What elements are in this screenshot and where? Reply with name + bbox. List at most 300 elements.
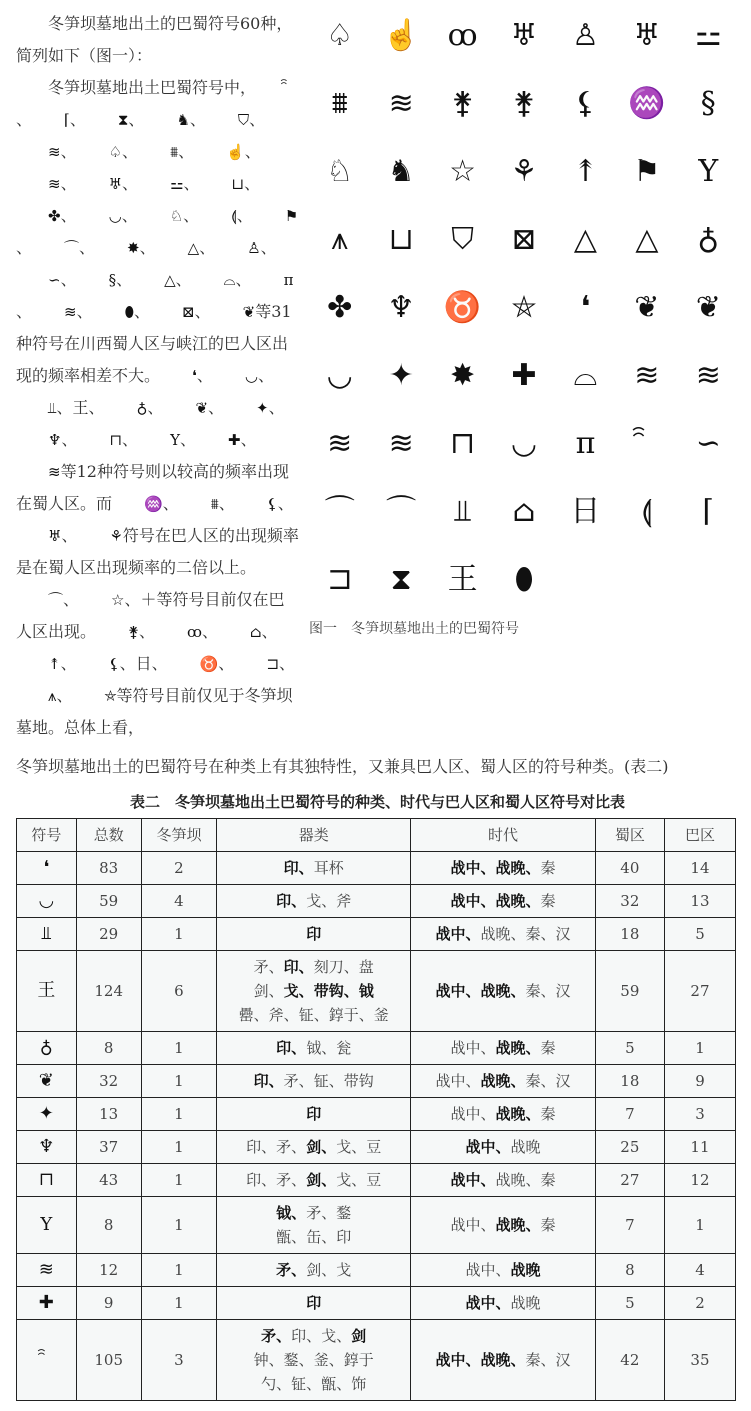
text-run: 、 [260,238,277,257]
table-row [17,1098,736,1131]
period-cell [411,1098,596,1131]
cell-item: 战晚、 [495,1039,541,1057]
paragraph-intro [16,8,300,72]
shu-cell: 18 [595,1065,664,1098]
text-run: 、 [162,494,179,513]
waves-icon: ≋ [634,358,660,393]
cell-item: 鍪 [336,1204,352,1222]
cell-item: 戈、 [336,1171,367,1189]
ba-cell: 5 [664,918,735,951]
cell-item: 印 [306,1105,322,1123]
cell-item: 战晚、 [480,1351,526,1369]
text-run: 、 [244,142,261,161]
cell-item: 秦、 [525,925,556,943]
bracket-icon: ⊓ [449,426,476,461]
text-run: 、 [268,398,285,417]
hook-icon: ⊐ [266,655,280,673]
animal-icon: ♞ [387,154,415,189]
worm-icon: ∽ [48,271,61,289]
person-icon: ☆ [111,591,125,609]
table-row [17,852,736,885]
types-cell [217,1098,411,1131]
cell-item: 矛、 [276,1261,307,1279]
cell-item: 印、 [276,1039,307,1057]
spiral-icon [616,420,677,468]
dongsunba-cell: 1 [141,1254,217,1287]
body-text-column [16,8,300,744]
text-run: 、 [218,654,235,673]
ba-cell: 14 [664,852,735,885]
cell-item: 钺、 [306,1039,337,1057]
shu-cell: 42 [595,1320,664,1401]
cross-icon: ✚ [227,431,241,449]
double-arch-icon: ⌓ [573,358,598,393]
cell-item: 秦 [540,1171,556,1189]
gourd-icon: ♁ [136,399,148,417]
dongsunba-cell: 4 [141,885,217,918]
cell-item: 印 [306,1294,322,1312]
waves-icon: ≋ [388,86,414,121]
column-header: 蜀区 [595,819,664,852]
tower-icon: ⩚ [331,222,349,257]
symbol-cell: ♆ [17,1131,77,1164]
fork-icon: Y [698,154,719,189]
column-header: 巴区 [664,819,735,852]
mask-icon: ♅ [510,18,538,53]
table-row [17,1164,736,1197]
table-row [17,1197,736,1254]
table-row [17,885,736,918]
period-cell [411,1032,596,1065]
text-run: 、 [60,206,77,225]
cell-item: 耳杯 [313,859,344,877]
text-run: 、 [179,430,196,449]
cell-item: 印、 [283,859,314,877]
cell-item: 豆 [366,1171,382,1189]
period-cell [411,1287,596,1320]
cell-item: 战晚 [510,1261,541,1279]
vessel-icon: ♉ [443,290,482,325]
cell-item: 战晚 [510,1138,541,1156]
waves-icon: ≋ [48,463,61,481]
pi-icon: π [575,426,596,461]
cell-item: 戈、 [321,1327,352,1345]
text-run: 、 [139,238,156,257]
bracket-icon: ⊓ [109,431,123,449]
shu-cell: 8 [595,1254,664,1287]
cell-item: 斧 [336,892,352,910]
cell-item: 战中、 [450,1039,496,1057]
waves-icon: ≋ [388,426,414,461]
text-run: 、 [16,110,33,129]
spiral-icon [256,72,288,104]
shu-cell: 5 [595,1032,664,1065]
types-cell [217,1065,411,1098]
period-cell [411,1320,596,1401]
cell-item: 剑、 [253,982,284,1000]
text-run: 等31种符号在川西蜀人区与峡江的巴人区出现的频率相差不大。 [16,302,292,385]
tree-icon: ⚵ [451,86,474,121]
period-cell [411,852,596,885]
cell-item: 秦 [540,1039,556,1057]
text-run: 、 [175,270,192,289]
text-run: 、 [196,366,213,385]
dongsunba-cell: 3 [141,1320,217,1401]
cell-item: 剑、 [306,1171,337,1189]
text-run: 、 [236,206,253,225]
cell-item: 罍、 [238,1006,269,1024]
table-header-row [17,819,736,852]
column-header: 总数 [76,819,141,852]
types-cell [217,1164,411,1197]
symbol-cell: ❛ [17,852,77,885]
text-run: 冬笋坝墓地出土巴蜀符号中， [48,78,257,97]
cell-item: 钺 [358,982,374,1000]
tree-icon: ⚵ [128,623,140,641]
boat-icon: ⩩ [210,495,219,513]
text-run: 、日、 [119,654,168,673]
shu-cell: 7 [595,1098,664,1131]
cell-item: 秦 [540,892,556,910]
text-run: 、 [202,622,219,641]
text-run: 等符号目前仅见于冬笋坝墓地。总体上看， [16,686,293,737]
cell-item: 战晚、 [480,925,526,943]
table-title: 表二 冬笋坝墓地出土巴蜀符号的种类、时代与巴人区和蜀人区符号对比表 [129,793,625,811]
star-icon: ✸ [127,239,140,257]
leaf-icon: ❦ [634,290,660,325]
cell-item: 战中、 [435,1072,481,1090]
text-run: 、 [183,174,200,193]
comb-icon: ⫫ [454,494,471,529]
cell-item: 战中、 [450,1216,496,1234]
shu-cell: 32 [595,885,664,918]
text-run: 、 [69,110,86,129]
cell-item: 钲、 [298,1006,329,1024]
net-icon: ⌂ [512,494,536,529]
text-run: 、 [257,366,274,385]
total-cell: 124 [76,951,141,1032]
total-cell: 12 [76,1254,141,1287]
flag-icon: ⚑ [633,154,661,189]
cell-item: 战中、 [435,1351,481,1369]
twin-leaves-icon: ❛ [192,367,197,385]
text-run: 、 [128,110,145,129]
hand-icon: ☝ [382,18,420,53]
cell-item: 战晚 [510,1294,541,1312]
ba-cell: 1 [664,1032,735,1065]
knot-icon: ꝏ [187,623,203,641]
types-cell [217,951,411,1032]
text-run: 、 [63,590,80,609]
arrow-icon: ↟ [48,655,61,673]
cell-item: 矛、 [283,1072,314,1090]
arch-icon: ⌒ [386,494,417,529]
text-run: 、 [261,622,278,641]
cell-item: 印、 [246,1171,277,1189]
cell-item: 战晚、 [480,1072,526,1090]
total-cell: 32 [76,1065,141,1098]
cocoon-icon: ⬮ [124,303,135,321]
shu-cell: 59 [595,951,664,1032]
cell-item: 战晚、 [495,1105,541,1123]
mask-icon: ♅ [108,175,123,193]
fence-icon: ⚍ [170,175,184,193]
cell-item: 印、 [246,1138,277,1156]
cell-item: 战晚、 [495,1171,541,1189]
cell-item: 汉 [555,1072,571,1090]
cell-item: 秦 [540,1216,556,1234]
cell-item: 战中、 [435,925,481,943]
bud-icon: ♤ [108,143,123,161]
text-run: 符号在巴人区的出现频率是在蜀人区出现频率的二倍以上。 [16,526,299,577]
cell-item: 秦、 [525,1072,556,1090]
cocoon-icon: ⬮ [514,562,534,597]
period-cell [411,951,596,1032]
cell-item: 钟、 [253,1351,284,1369]
cell-item: 印、 [291,1327,322,1345]
shield-icon: ⛉ [451,222,474,257]
fence-icon: ⚍ [694,18,722,53]
cell-item: 战晚、 [495,859,541,877]
symbol-cell: ⊓ [17,1164,77,1197]
text-run: 、 [194,302,211,321]
text-run: 、 [122,174,139,193]
cell-item: 饰 [351,1375,367,1393]
cell-item: 剑 [351,1327,367,1345]
dancer-icon: ⚘ [109,527,123,545]
text-run: 、 [122,430,139,449]
hourglass-icon: ⧗ [390,562,412,597]
shu-cell: 7 [595,1197,664,1254]
text-run: 、 [61,430,78,449]
boat-icon: ⩩ [170,143,179,161]
cell-item: 印、 [276,892,307,910]
text-run: 、 [60,654,77,673]
symbol-cell: ⫫ [17,918,77,951]
fish-icon: ♒ [628,86,666,121]
waves-icon: ≋ [64,303,77,321]
frame-icon: ⟬ [641,494,653,529]
cell-item: 秦 [540,1105,556,1123]
worm-icon: ∽ [695,426,721,461]
symbol-cell: Y [17,1197,77,1254]
ba-cell: 13 [664,885,735,918]
boat-icon: ⩩ [331,86,348,121]
animal-icon: ♞ [176,111,190,129]
period-cell [411,885,596,918]
table-row [17,951,736,1032]
cell-item: 剑、 [306,1138,337,1156]
types-cell [217,918,411,951]
text-run: 、 [218,494,235,513]
dongsunba-cell: 1 [141,1197,217,1254]
arch-icon: ⌒ [324,494,355,529]
gourd-icon: ♁ [697,222,720,257]
shu-cell: 27 [595,1164,664,1197]
dongsunba-cell: 1 [141,918,217,951]
types-cell [217,1032,411,1065]
text-run: 、 [277,494,294,513]
fish-icon: ♒ [144,495,163,513]
shu-cell: 40 [595,852,664,885]
bracket-pair-icon: ⌈ [702,494,715,529]
shu-cell: 18 [595,918,664,951]
text-run: 、 [208,398,225,417]
cell-item: 带钩 [343,1072,374,1090]
leaf-icon: ❦ [195,399,209,417]
vase-icon: ♆ [48,431,62,449]
ba-cell: 2 [664,1287,735,1320]
cell-item: 战中、 [465,1261,511,1279]
text-run: 、 [183,206,200,225]
fork-icon: Y [170,431,180,449]
cell-item: 秦 [540,859,556,877]
person-icon: ☆ [449,154,477,189]
cell-item: 战中、 [450,1171,496,1189]
tower-icon: ⩚ [48,687,57,705]
cell-item: 甑、 [276,1228,307,1246]
ba-cell: 11 [664,1131,735,1164]
text-run: 、 [199,238,216,257]
dongsunba-cell: 1 [141,1098,217,1131]
cell-item: 戈 [336,1261,352,1279]
leaf-icon: ❦ [242,303,256,321]
arrow-icon: ↟ [572,154,598,189]
cell-item: 刻刀、 [313,958,359,976]
symbol-grid [309,12,739,604]
symbol-cell: 王 [17,951,77,1032]
period-cell [411,1197,596,1254]
cell-item: 缶、 [306,1228,337,1246]
cross-icon: ✚ [511,358,537,393]
cell-item: 秦、 [525,1351,556,1369]
twin-leaves-icon: ❛ [580,290,591,325]
types-cell [217,852,411,885]
bracket-pair-icon: ⌈ [64,111,70,129]
cell-item: 印 [306,925,322,943]
types-cell [217,1287,411,1320]
cell-item: 豆 [366,1138,382,1156]
bird-icon: ⚸ [574,86,597,121]
dongsunba-cell: 6 [141,951,217,1032]
table-row [17,918,736,951]
cell-item: 印 [336,1228,352,1246]
symbol-cell: ✚ [17,1287,77,1320]
horn-icon: ◡ [108,207,122,225]
horn-icon: ◡ [510,426,538,461]
cell-item: 印、 [283,958,314,976]
dragon-icon: § [700,86,716,121]
cell-item: 印、 [253,1072,284,1090]
cell-item: 战中、 [435,982,481,1000]
text-run: 、王、 [56,398,105,417]
cell-item: 汉 [555,982,571,1000]
cell-item: 战中、 [450,1105,496,1123]
text-run: 、 [116,270,133,289]
symbol-cell: ◡ [17,885,77,918]
text-run: 等12种符号则以较高的频率出现在蜀人区。而 [16,462,289,513]
table-row [17,1254,736,1287]
text-run: 、 [240,430,257,449]
column-header: 器类 [217,819,411,852]
text-run: 、 [249,110,266,129]
dancer-icon: ⚘ [510,154,538,189]
total-cell: 59 [76,885,141,918]
ba-cell: 4 [664,1254,735,1287]
cell-item: 钲、 [291,1375,322,1393]
table-row [17,1320,736,1401]
cell-item: 矛、 [253,958,284,976]
types-cell [217,1320,411,1401]
vase-icon: ♆ [387,290,415,325]
tiger-icon: ♘ [169,207,184,225]
total-cell: 13 [76,1098,141,1131]
total-cell: 37 [76,1131,141,1164]
text-run: 、 [134,302,151,321]
basin-icon: ⊔ [231,175,245,193]
text-run: 、 [79,238,96,257]
flag-icon: ⚑ [284,207,299,225]
knot-icon: ꝏ [447,18,478,53]
dongsunba-cell: 1 [141,1065,217,1098]
dongsunba-cell: 2 [141,852,217,885]
hat-icon: △ [164,271,176,289]
hand-icon: ☝ [226,143,245,161]
total-cell: 8 [76,1197,141,1254]
double-arch-icon: ⌓ [223,271,236,289]
cell-item: 战中、 [450,892,496,910]
cell-item: 戈、 [306,892,337,910]
symbol-cell: ♁ [17,1032,77,1065]
cell-item: 剑、 [306,1261,337,1279]
cell-item: 斧、 [268,1006,299,1024]
pi-icon: π [283,271,294,289]
shield-icon: ⛉ [237,111,250,129]
ba-cell: 1 [664,1197,735,1254]
cell-item: 战中、 [465,1294,511,1312]
text-run: 、 [16,238,33,257]
waves-icon: ≋ [48,143,61,161]
arch-icon: ⌒ [48,591,64,609]
character-icon: 日 [570,494,601,529]
paragraph-summary: 冬笋坝墓地出土的巴蜀符号在种类上有其独特性，又兼具巴人区、蜀人区的符号种类。(表二) [16,757,669,776]
text-run: 、 [235,270,252,289]
cell-item: 瓮 [336,1039,352,1057]
text-run: 、 [16,302,33,321]
text-run: 、 [178,142,195,161]
types-cell [217,1254,411,1287]
period-cell [411,1065,596,1098]
figure-caption: 图一 冬笋坝墓地出土的巴蜀符号 [309,621,519,637]
character-icon: 王 [447,562,478,597]
cell-item: 甑、 [321,1375,352,1393]
hat-icon: △ [573,222,597,257]
figure-1 [309,8,739,638]
diamond-star-icon: ✦ [388,358,414,393]
shu-cell: 25 [595,1131,664,1164]
total-cell: 29 [76,918,141,951]
flower-icon: ✤ [327,290,353,325]
text-run: 、 [122,142,139,161]
dragon-icon: § [108,271,117,289]
cell-item: 战中、 [465,1138,511,1156]
tree-icon: ⚵ [513,86,535,121]
waves-icon: ≋ [48,175,61,193]
crossed-box-icon: ⊠ [182,303,195,321]
ba-cell: 9 [664,1065,735,1098]
cell-item: 矛、 [276,1171,307,1189]
flower-icon: ✤ [48,207,61,225]
